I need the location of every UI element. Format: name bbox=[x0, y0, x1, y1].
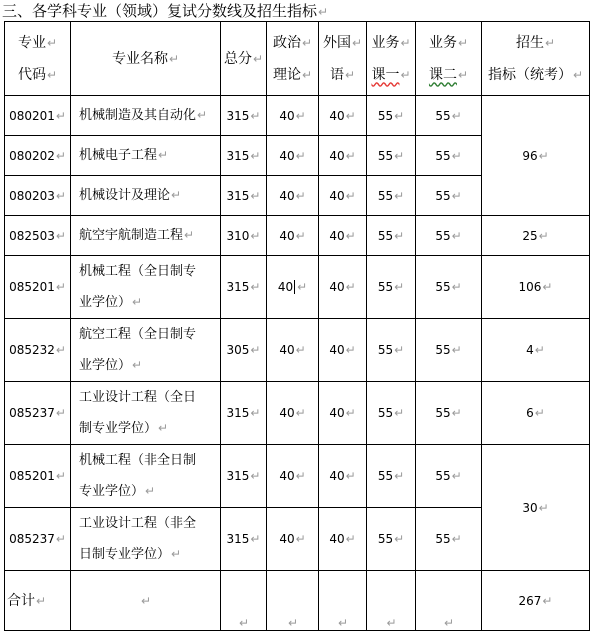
cell-quota: 106↵ bbox=[482, 256, 590, 319]
score-table bbox=[4, 21, 590, 631]
cell-course1: 55↵ bbox=[367, 176, 416, 216]
table-row bbox=[5, 256, 590, 319]
cell-course1: 55↵ bbox=[367, 508, 416, 571]
cell-foreign: 40↵ bbox=[319, 508, 367, 571]
cell-foreign: 40↵ bbox=[319, 96, 367, 136]
cell-code: 082503↵ bbox=[5, 216, 71, 256]
cell-code: 085201↵ bbox=[5, 445, 71, 508]
cell-name: 工业设计工程（非全 日制专业学位）↵ bbox=[71, 508, 221, 571]
header-course1: 业务↵ 课一↵ bbox=[367, 22, 416, 96]
cell-name: 航空工程（全日制专 业学位）↵ bbox=[71, 319, 221, 382]
cell-course1: 55↵ bbox=[367, 136, 416, 176]
cell-foreign: 40↵ bbox=[319, 216, 367, 256]
cell-foreign: 40↵ bbox=[319, 319, 367, 382]
cell-code: 085237↵ bbox=[5, 508, 71, 571]
header-foreign: 外国↵ 语↵ bbox=[319, 22, 367, 96]
cell-course1: 55↵ bbox=[367, 216, 416, 256]
table-row bbox=[5, 382, 590, 445]
cell-politics: 40 ↵ bbox=[267, 256, 319, 319]
header-politics: 政治↵ 理论↵ bbox=[267, 22, 319, 96]
table-row bbox=[5, 216, 590, 256]
cell-politics: 40↵ bbox=[267, 382, 319, 445]
cell-course2: 55↵ bbox=[416, 256, 482, 319]
cell-code: 085201↵ bbox=[5, 256, 71, 319]
cell-course2: 55↵ bbox=[416, 319, 482, 382]
cell-course2: 55↵ bbox=[416, 136, 482, 176]
cell-course2: 55↵ bbox=[416, 382, 482, 445]
total-empty-cell: ↵ bbox=[267, 571, 319, 631]
cell-politics: 40↵ bbox=[267, 319, 319, 382]
cell-total: 315↵ bbox=[221, 256, 267, 319]
cell-course2: 55↵ bbox=[416, 96, 482, 136]
header-row bbox=[5, 22, 590, 96]
cell-foreign: 40↵ bbox=[319, 136, 367, 176]
total-empty-cell: ↵ bbox=[367, 571, 416, 631]
cell-total: 315↵ bbox=[221, 136, 267, 176]
cell-politics: 40↵ bbox=[267, 136, 319, 176]
cell-total: 315↵ bbox=[221, 176, 267, 216]
cell-name: 航空宇航制造工程↵ bbox=[71, 216, 221, 256]
cell-politics: 40↵ bbox=[267, 216, 319, 256]
total-empty-cell: ↵ bbox=[319, 571, 367, 631]
total-row bbox=[5, 571, 590, 631]
table-row bbox=[5, 96, 590, 136]
section-heading: 三、各学科专业（领域）复试分数线及招生指标↵ bbox=[2, 2, 329, 20]
cell-quota: 96↵ bbox=[482, 96, 590, 216]
cell-course1: 55↵ bbox=[367, 445, 416, 508]
cell-quota: 6↵ bbox=[482, 382, 590, 445]
cell-course2: 55↵ bbox=[416, 216, 482, 256]
cell-foreign: 40↵ bbox=[319, 445, 367, 508]
cell-course1: 55↵ bbox=[367, 319, 416, 382]
cell-course1: 55↵ bbox=[367, 256, 416, 319]
table-row bbox=[5, 445, 590, 508]
total-label: 合计↵ bbox=[5, 571, 71, 631]
cell-politics: 40↵ bbox=[267, 508, 319, 571]
cell-course1: 55↵ bbox=[367, 382, 416, 445]
cell-foreign: 40↵ bbox=[319, 256, 367, 319]
cell-foreign: 40↵ bbox=[319, 176, 367, 216]
cell-name: 工业设计工程（全日 制专业学位）↵ bbox=[71, 382, 221, 445]
cell-name: 机械工程（全日制专 业学位）↵ bbox=[71, 256, 221, 319]
cell-quota: 30↵ bbox=[482, 445, 590, 571]
cell-politics: 40↵ bbox=[267, 445, 319, 508]
cell-total: 315↵ bbox=[221, 508, 267, 571]
cell-quota: 4↵ bbox=[482, 319, 590, 382]
cell-total: 305↵ bbox=[221, 319, 267, 382]
cell-total: 315↵ bbox=[221, 445, 267, 508]
cell-course2: 55↵ bbox=[416, 176, 482, 216]
cell-name: 机械设计及理论↵ bbox=[71, 176, 221, 216]
header-course2: 业务↵ 课二↵ bbox=[416, 22, 482, 96]
cell-foreign: 40↵ bbox=[319, 382, 367, 445]
cell-total: 315↵ bbox=[221, 382, 267, 445]
cell-code: 085237↵ bbox=[5, 382, 71, 445]
cell-name: 机械电子工程↵ bbox=[71, 136, 221, 176]
cell-quota: 25↵ bbox=[482, 216, 590, 256]
cell-code: 080203↵ bbox=[5, 176, 71, 216]
cell-course2: 55↵ bbox=[416, 445, 482, 508]
total-empty-cell: ↵ bbox=[71, 571, 221, 631]
cell-politics: 40↵ bbox=[267, 176, 319, 216]
header-name: 专业名称↵ bbox=[71, 22, 221, 96]
cell-total: 315↵ bbox=[221, 96, 267, 136]
cell-total: 310↵ bbox=[221, 216, 267, 256]
cell-name: 机械工程（非全日制 专业学位）↵ bbox=[71, 445, 221, 508]
table-row bbox=[5, 319, 590, 382]
cell-politics: 40↵ bbox=[267, 96, 319, 136]
cell-course2: 55↵ bbox=[416, 508, 482, 571]
cell-course1: 55↵ bbox=[367, 96, 416, 136]
header-total: 总分↵ bbox=[221, 22, 267, 96]
total-empty-cell: ↵ bbox=[416, 571, 482, 631]
cell-code: 085232↵ bbox=[5, 319, 71, 382]
total-quota: 267↵ bbox=[482, 571, 590, 631]
cell-code: 080202↵ bbox=[5, 136, 71, 176]
header-quota: 招生↵ 指标（统考）↵ bbox=[482, 22, 590, 96]
header-code: 专业↵ 代码↵ bbox=[5, 22, 71, 96]
cell-code: 080201↵ bbox=[5, 96, 71, 136]
text-cursor bbox=[294, 280, 295, 294]
total-empty-cell: ↵ bbox=[221, 571, 267, 631]
cell-name: 机械制造及其自动化↵ bbox=[71, 96, 221, 136]
